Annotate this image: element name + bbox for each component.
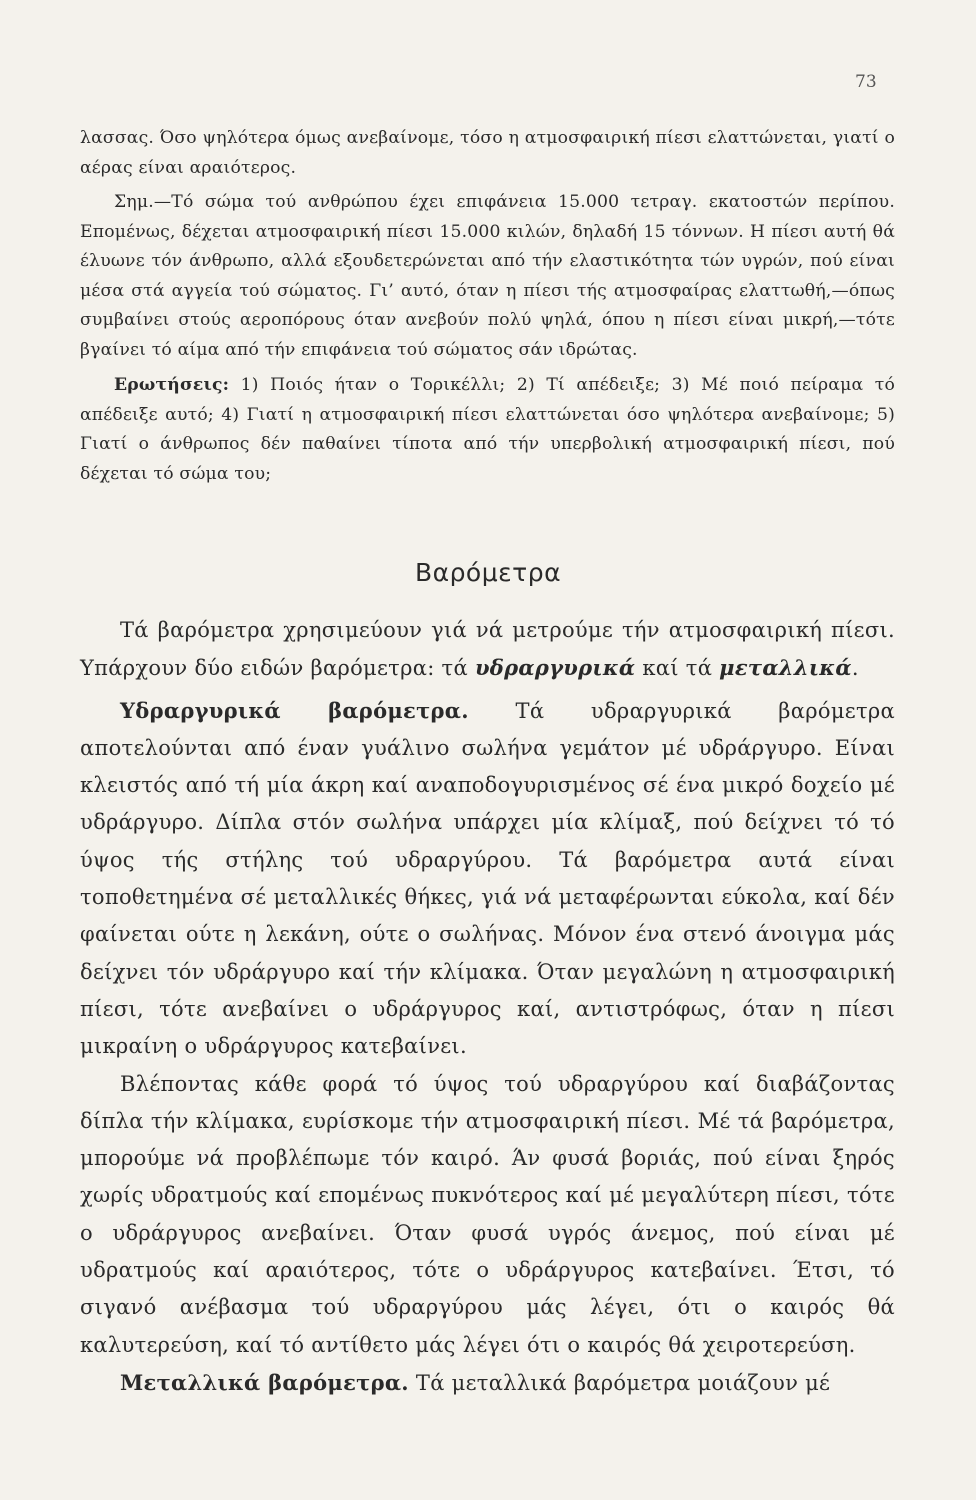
questions-label: Ερωτήσεις: — [114, 375, 230, 395]
intro-and: καί τά — [642, 656, 713, 681]
metal-label: Μεταλλικά βαρόμετρα. — [120, 1369, 409, 1395]
page-number: 73 — [855, 72, 877, 92]
mercury-text: Τά υδραργυρικά βαρόμετρα αποτελούνται από έναν γυάλινο σωλήνα γεμάτον μέ υδράργυρο. Είναι κλειστός από τή μία άκρη καί αναποδογυρισμένος σέ ένα μικρό δοχείο μέ υδράργυρο. Δίπλα στόν σωλήνα υπάρχει μία κλίμαξ, πού δείχνει τό τό ύψος τής στήλης τού υδραργύρου. Τά βαρόμετρα αυτά είναι τοποθετημένα σέ μεταλλικές θήκες, γιά νά μεταφέρωνται εύκολα, καί δέν φαίνεται ούτε η λεκάνη, ούτε ο σωλήνας. Μόνον ένα στενό άνοιγμα μάς δείχνει τόν υδράργυρο καί τήν κλίμακα. Όταν μεγαλώνη η ατμοσφαιρική πίεσι, τότε ανεβαίνει ο υδράργυρος καί, αντιστρόφως, όταν η πίεσι μικραίνη ο υδράργυρος κατεβαίνει. — [80, 698, 895, 1059]
main-text-block — [80, 612, 895, 1402]
mercury-label: Υδραργυρικά βαρόμετρα. — [120, 697, 469, 723]
paragraph-continuation: λασσας. Όσο ψηλότερα όμως ανεβαίνομε, τόσο η ατμοσφαιρική πίεσι ελαττώνεται, γιατί ο αέρας είναι αραιότερος. — [80, 128, 895, 178]
weather-text: Βλέποντας κάθε φορά τό ύψος τού υδραργύρου καί διαβάζοντας δίπλα τήν κλίμακα, ευρίσκομε τήν ατμοσφαιρική πίεσι. Μέ τά βαρόμετρα, μπορούμε νά προβλέπωμε τόν καιρό. Άν φυσά βοριάς, πού είναι ξηρός χωρίς υδρατμούς καί επομένως πυκνότερος καί μέ μεγαλύτερη πίεσι, τότε ο υδράργυρος ανεβαίνει. Όταν φυσά υγρός άνεμος, πού είναι μέ υδρατμούς καί αραιότερος, τότε ο υδράργυρος κατεβαίνει. Έτσι, τό σιγανό ανέβασμα τού υδραργύρου μάς λέγει, ότι ο καιρός θά καλυτερεύση, καί τό αντίθετο μάς λέγει ότι ο καιρός θά χειροτερεύση. — [80, 1071, 895, 1357]
weather-paragraph — [80, 1066, 895, 1364]
questions-paragraph — [80, 371, 895, 489]
questions-text: 1) Ποιός ήταν ο Τορικέλλι; 2) Τί απέδειξε; 3) Μέ ποιό πείραμα τό απέδειξε αυτό; 4) Γιατί η ατμοσφαιρική πίεσι ελαττώνεται όσο ψηλότερα ανεβαίνομε; 5) Γιατί ο άνθρωπος δέν παθαίνει τίποτα από τήν υπερβολική ατμοσφαιρική πίεσι, πού δέχεται τό σώμα του; — [80, 375, 895, 484]
note-text: Τό σώμα τού ανθρώπου έχει επιφάνεια 15.000 τετραγ. εκατοστών περίπου. Επομένως, δέχεται ατμοσφαιρική πίεσι 15.000 κιλών, δηλαδή 15 τόννων. Η πίεσι αυτή θά έλυωνε τόν άνθρωπο, αλλά εξουδετερώνεται από τήν ελαστικότητα τών υγρών, πού είναι μέσα στά αγγεία τού σώματος. Γι’ αυτό, όταν η πίεσι τής ατμοσφαίρας ελαττωθή,—όπως συμβαίνει στούς αεροπόρους όταν ανεβούν πολύ ψηλά, όπου η πίεσι είναι μικρή,—τότε βγαίνει τό αίμα από τήν επιφάνεια τού σώματος σάν ιδρώτας. — [80, 192, 895, 360]
top-text-block — [80, 124, 895, 489]
note-label: Σημ.— — [114, 192, 172, 212]
metal-paragraph — [80, 1364, 895, 1402]
mercury-paragraph — [80, 692, 895, 1066]
metal-text: Τά μεταλλικά βαρόμετρα μοιάζουν μέ — [415, 1370, 831, 1395]
intro-paragraph: Τά βαρόμετρα χρησιμεύουν γιά νά μετρούμε τήν ατμοσφαιρική πίεσι. Υπάρχουν δύο ειδών βαρόμετρα: τά υδραργυρικά καί τά μεταλλικά. — [80, 618, 895, 681]
term-mercury: υδραργυρικά — [474, 655, 636, 681]
term-metal: μεταλλικά — [719, 655, 852, 681]
section-heading: Βαρόμετρα — [414, 558, 562, 587]
note-paragraph — [80, 188, 895, 365]
intro-text: Τά βαρόμετρα χρησιμεύουν γιά νά μετρούμε τήν ατμοσφαιρική πίεσι. Υπάρχουν δύο ειδών βαρόμετρα: τά — [80, 618, 895, 681]
